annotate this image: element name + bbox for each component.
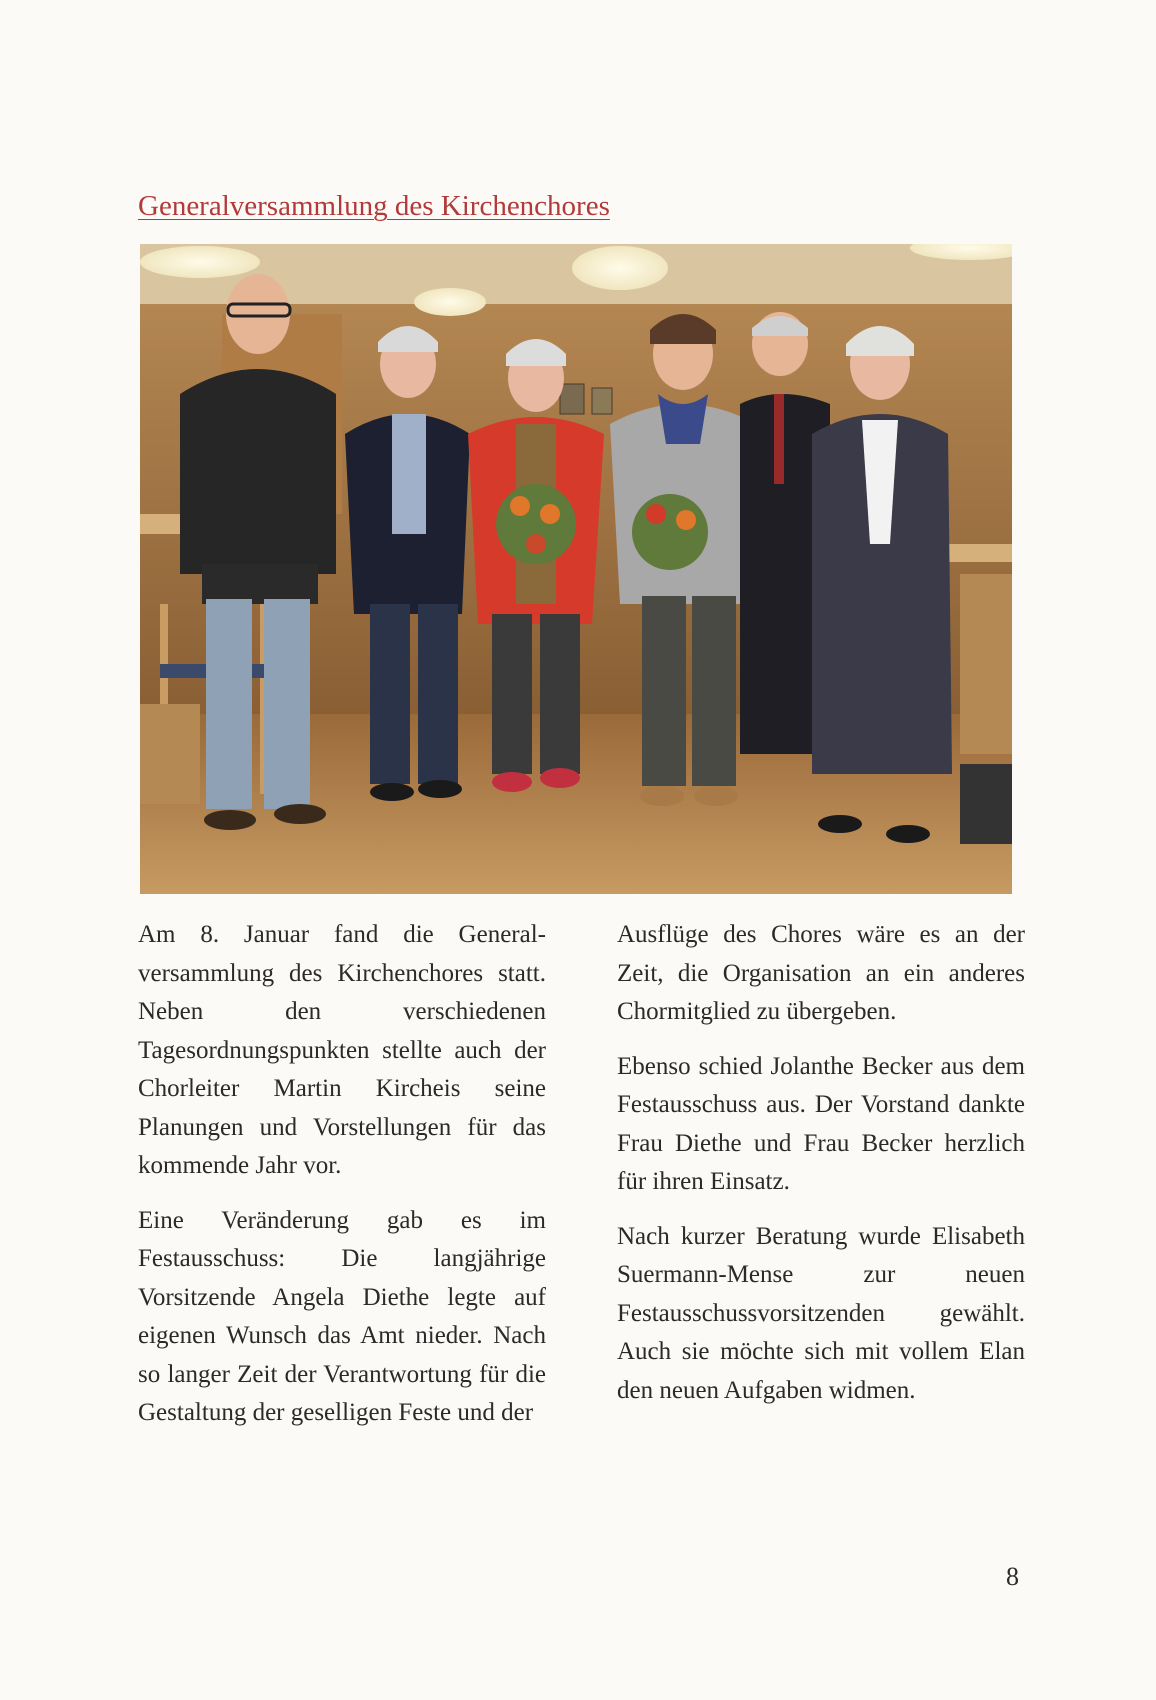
paragraph: Eine Veränderung gab es im Festausschuss: Die langjährige Vorsitzende Angela Diethe legte auf eigenen Wunsch das Amt nieder. Nach so langer Zeit der Verantwortung für die Gestaltung der geselligen Feste und der <box>138 1206 546 1426</box>
group-photo <box>140 244 1012 894</box>
article-title: Generalversammlung des Kirchenchores <box>138 190 610 222</box>
page-number: 8 <box>1006 1562 1019 1591</box>
article-column-right <box>617 916 1025 1426</box>
paragraph: Ebenso schied Jolanthe Becker aus dem Festausschuss aus. Der Vorstand dankte Frau Diethe und Frau Becker herzlich für ihren Einsatz. <box>617 1052 1025 1195</box>
paragraph: Am 8. Januar fand die Generalversammlung des Kirchenchores statt. Neben den verschiedenen Tagesordnungspunkten stellte auch der Chorleiter Martin Kircheis seine Planungen und Vorstellungen für das kommende Jahr vor. <box>138 921 546 1179</box>
paragraph: Ausflüge des Chores wäre es an der Zeit, die Organisation an ein anderes Chormitglied zu übergeben. <box>617 921 1025 1025</box>
article-column-left <box>138 916 546 1449</box>
paragraph: Nach kurzer Beratung wurde Elisabeth Suermann-Mense zur neuen Festausschussvorsitzenden gewählt. Auch sie möchte sich mit vollem Elan den neuen Aufgaben widmen. <box>617 1222 1025 1404</box>
